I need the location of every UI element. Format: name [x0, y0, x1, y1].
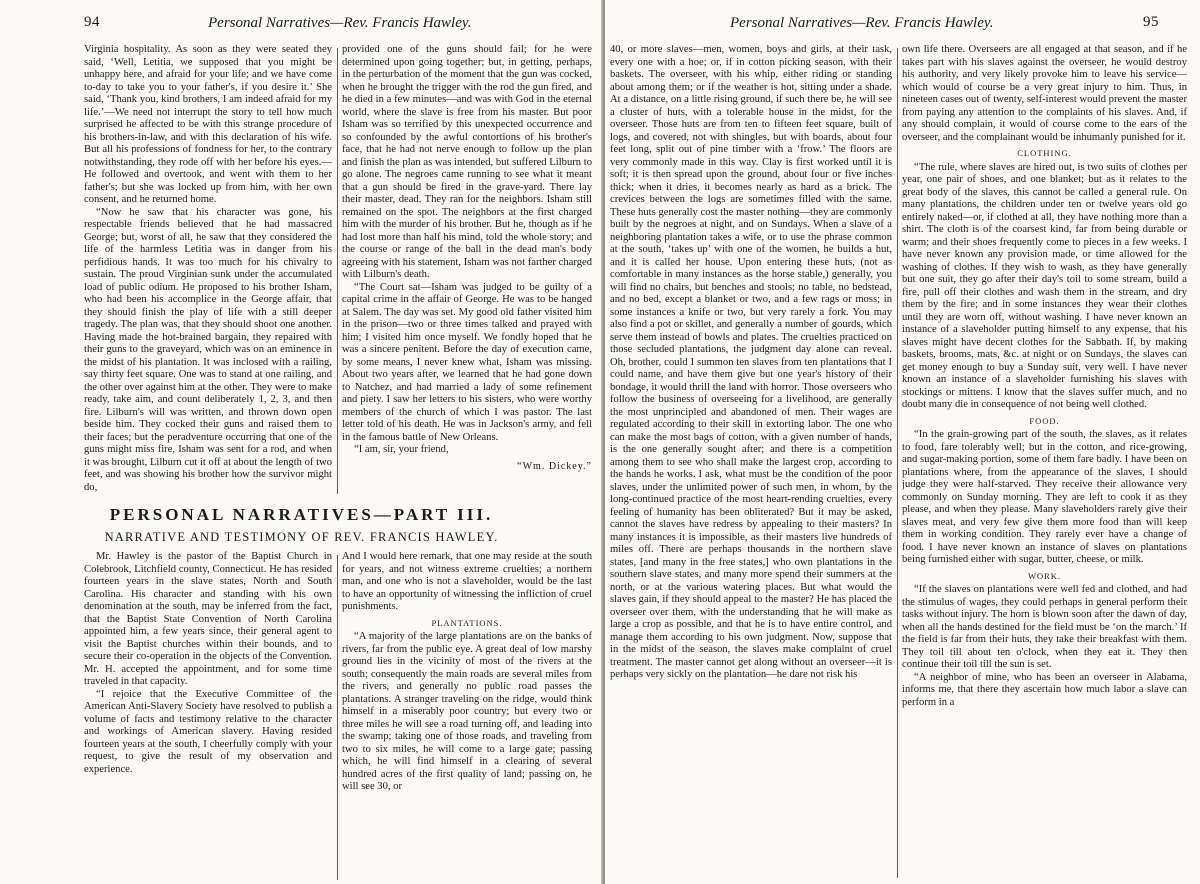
- paragraph: provided one of the guns should fail; for he were determined upon going together; but, in getting, perhaps, in the perturbation of the moment that the gun was cocked, when he brought the trigger with the rod the gun fired, and he died in a few minutes—and was with God in the eternal world, where the slave is free from his master. But poor Isham was so terrified by this unexpected occurrence and so confounded by the awful contortions of his brother's face, that he had not nerve enough to follow up the plan and finish the plan as was intended, but suffered Lilburn to go alone. The negroes came running to see what it meant that a gun should be fired in the grave-yard. There lay their master, dead. They ran for the neighbors. Isham still remained on the spot. The neighbors at the first charged him with the murder of his brother. But he, though as if he had lost more than half his mind, told the whole story; and the course or range of the ball in the dead man's body agreeing with his statement, Isham was not farther charged with Lilburn's death.: [342, 44, 592, 280]
- paragraph: And I would here remark, that one may reside at the south for years, and not witness extreme cruelties; a northern man, and one who is not a slaveholder, would be the last to have an opportunity of witnessing the infliction of cruel punishments.: [342, 551, 592, 612]
- left-running-title: Personal Narratives—Rev. Francis Hawley.: [208, 15, 472, 31]
- paragraph: own life there. Overseers are all engaged at that season, and if he takes part with his slaves against the overseer, he would destroy his authority, and very likely provoke him to leave his service—which would of course be a very great injury to him. Thus, in nineteen cases out of twenty, self-interest would prevent the master from paying any attention to the complaints of his slaves. And, if any should complain, it would of course come to the ears of the overseer, and the complainant would be inhumanly punished for it.: [902, 44, 1187, 143]
- right-page: [605, 0, 1200, 884]
- plantations-heading: PLANTATIONS.: [431, 617, 503, 628]
- work-heading: WORK.: [1027, 570, 1062, 581]
- column-rule: [897, 48, 898, 878]
- left-running-head: [0, 14, 603, 40]
- food-heading: FOOD.: [1029, 415, 1060, 426]
- part-title: PERSONAL NARRATIVES—PART III.: [109, 505, 494, 524]
- paragraph: “If the slaves on plantations were well fed and clothed, and had the stimulus of wages, they could perhaps in general perform their tasks without injury. The horn is blown soon after the dawn of day, when all the hands destined for the field must be ‘on the march.’ If the field is far from their huts, they take their breakfast with them. They toil till about ten o'clock, when they eat it. They then continue their toil till the sun is set.: [902, 584, 1187, 670]
- left-page-number: 94: [84, 14, 100, 30]
- paragraph: “A majority of the large plantations are on the banks of rivers, far from the public eye. A great deal of low marshy ground lies in the vicinity of most of the rivers at the south; consequently the main roads are several miles from the rivers, and generally no public road passes the plantations. A stranger traveling on the ridge, would think himself in a miserably poor country; but every two or three miles he will see a road turning off, and leading into the swamp; taking one of those roads, and traveling from two to six miles, he will come to a large gate; passing which, he will find himself in a clearing of several hundred acres of the first quality of land; passing on, he will see 30, or: [342, 631, 592, 792]
- part-subtitle: NARRATIVE AND TESTIMONY OF REV. FRANCIS HAWLEY.: [104, 530, 499, 544]
- left-column-3: [84, 551, 332, 881]
- right-running-head: [605, 14, 1200, 40]
- paragraph: Mr. Hawley is the pastor of the Baptist Church in Colebrook, Litchfield county, Connecticut. He has resided fourteen years in the slave states, North and South Carolina. His character and standing with his own denomination at the south, may be inferred from the fact, that the Baptist State Convention of North Carolina appointed him, a few years since, their general agent to visit the Baptist churches within their bounds, and to secure their co-operation in the objects of the Convention. Mr. H. accepted the appointment, and for some time traveled in that capacity.: [84, 551, 332, 687]
- left-column-2: [342, 44, 592, 496]
- left-column-4: [342, 551, 592, 881]
- left-column-1: [84, 44, 332, 496]
- paragraph: “In the grain-growing part of the south, the slaves, as it relates to food, fare tolerably well; but in the cotton, and rice-growing, and sugar-making portion, some of them fare badly. I have been on plantations where, from the appearance of the slaves, I should judge they were half-starved. They receive their allowance very commonly on Sunday morning. They are left to cook it as they please, and when they please. Many slaveholders rarely give their slaves meat, and very few give them more food than will keep them in working condition. They rarely ever have a change of food. I have never known an instance of slaves on plantations being furnished either with sugar, butter, cheese, or milk.: [902, 429, 1187, 565]
- signature: “Wm. Dickey.”: [517, 460, 592, 472]
- paragraph: “Now he saw that his character was gone, his respectable friends believed that he had massacred George; but, worst of all, he saw that they considered the life of the harmless Letitia was in danger from his perfidious hands. It was too much for his chivalry to sustain. The proud Virginian sunk under the accumulated load of public odium. He proposed to his brother Isham, who had been his accomplice in the George affair, that they should finish the play of life with a still deeper tragedy. The plan was, that they should shoot one another. Having made the hot-brained bargain, they repaired with their guns to the graveyard, which was on an eminence in the midst of his plantation. It was inclosed with a railing, say thirty feet square. One was to stand at one railing, and the other over against him at the other. They were to make ready, take aim, and count deliberately 1, 2, 3, and then fire. Lilburn's will was written, and thrown down open beside him. They cocked their guns and raised them to their faces; but the peradventure occurring that one of the guns might miss fire, Isham was sent for a rod, and when it was brought, Lilburn cut it off at about the length of two feet, and was showing his brother how the survivor might do,: [84, 206, 332, 493]
- paragraph: “The rule, where slaves are hired out, is two suits of clothes per year, one pair of shoes, and one blanket; but as it relates to the great body of the slaves, this cannot be called a general rule. On many plantations, the children under ten or twelve years old go entirely naked—or, if clothed at all, they have nothing more than a shirt. The cloth is of the coarsest kind, far from being durable or warm; and their shoes frequently come to pieces in a few weeks. I have never known any provision made, or time allowed for the washing of clothes. If they wish to wash, as they have generally but one suit, they go after their day's toil to some stream, build a fire, pull off their clothes and wash them in the stream, and dry them by the fire; and in some instances they wear their clothes until they are worn off, without washing. I have never known an instance of a slaveholder putting himself to any expense, that his slaves might have decent clothes for the Sabbath. If, by making baskets, brooms, mats, &c. at night or on Sundays, the slaves can get money enough to buy a Sunday suit, very well. I have never known an instance of a slaveholder furnishing his slaves with stockings or mittens. I know that the slaves suffer much, and no doubt many die in consequence of not being well clothed.: [902, 161, 1187, 410]
- paragraph: “The Court sat—Isham was judged to be guilty of a capital crime in the affair of George. He was to be hanged at Salem. The day was set. My good old father visited him in the prison—two or three times talked and prayed with him; I visited him once myself. We fondly hoped that he was a sincere penitent. Before the day of execution came, by some means, I never knew what, Isham was missing. About two years after, we learned that he had gone down to Natchez, and had married a lady of some refinement and piety. I saw her letters to his sisters, who were worthy members of the church of which I was pastor. The last letter told of his death. He was in Jackson's army, and fell in the famous battle of New Orleans.: [342, 281, 592, 443]
- paragraph: “I am, sir, your friend,: [354, 444, 449, 455]
- right-column-1: [610, 44, 892, 880]
- paragraph: Virginia hospitality. As soon as they were seated they said, ‘Well, Letitia, we supposed that you might be unhappy here, and afraid for your life; and we have come to-day to take you to your father's, if you desire it.’ She said, ‘Thank you, kind brothers, I am indeed afraid for my life.’—We need not interrupt the story to tell how much surprised he affected to be with this strange procedure of his brothers-in-law, and with this declaration of his wife. But all his professions of fondness for her, to the contrary notwithstanding, they rode off with her before his eyes.—He followed and overtook, and went with them to her father's; but she was locked up from him, with her own consent, and he returned home.: [84, 44, 332, 205]
- right-column-2: [902, 44, 1187, 880]
- paragraph: “A neighbor of mine, who has been an overseer in Alabama, informs me, that there they ascertain how much labor a slave can perform in a: [902, 671, 1187, 708]
- clothing-heading: CLOTHING.: [1017, 148, 1072, 158]
- column-rule: [337, 555, 338, 880]
- right-page-number: 95: [1143, 14, 1159, 30]
- paragraph: “I rejoice that the Executive Committee of the American Anti-Slavery Society have resolved to publish a volume of facts and testimony relative to the character and workings of American slavery. Having resided fourteen years at the south, I cheerfully comply with your request, to give the result of my observation and experience.: [84, 688, 332, 775]
- column-rule: [337, 48, 338, 494]
- right-running-title: Personal Narratives—Rev. Francis Hawley.: [730, 15, 994, 31]
- paragraph: 40, or more slaves—men, women, boys and girls, at their task, every one with a hoe; or, if in cotton picking season, with their baskets. The overseer, with his whip, either riding or standing about among them; or if the weather is hot, sitting under a shade. At a distance, on a little rising ground, if such there be, he will see a cluster of huts, with a tolerable house in the midst, for the overseer. Those huts are from ten to fifteen feet square, built of logs, and covered, not with shingles, but with boards, about four feet long, split out of pine timber with a ‘frow.’ The floors are very commonly made in this way. Clay is first worked until it is soft; it is then spread upon the ground, about four or five inches thick; when it dries, it becomes nearly as hard as a brick. The crevices between the logs are sometimes filled with the same. These huts generally cost the master nothing—they are commonly built by the negroes at night, and on Sundays. When a slave of a neighboring plantation takes a wife, or to use the phrase common at the south, ‘takes up’ with one of the women, he builds a hut, and it is called her house. Upon entering these huts, (not as comfortable in many instances as the horse stable,) generally, you will find no chairs, but benches and stools; no table, no bedstead, and no bed, except a blanket or two, and a few rags or moss; in some instances a knife or two, but very rarely a fork. You may also find a pot or skillet, and generally a number of gourds, which serve them instead of bowls and plates. The cruelties practiced on those secluded plantations, the judgment day alone can reveal. Oh, brother, could I summon ten slaves from ten plantations that I could name, and have them give but one year's history of their bondage, it would thrill the land with horror. Those overseers who follow the business of overseeing for a livelihood, are generally the most unprincipled and abandoned of men. Their wages are regulated according to their skill in extorting labor. The one who can make the most bags of cotton, with a given number of hands, is the one generally sought after; and there is a competition among them to see who shall make the largest crop, according to the hands he works. I ask, what must be the condition of the poor slaves, under the unlimited power of such men, in whom, by the long-continued practice of the most heart-rending cruelties, every feeling of humanity has been obliterated? But it may be asked, cannot the slaves have redress by appealing to their masters? In many instances it is impossible, as their masters live hundreds of miles off. There are perhaps thousands in the northern slave states, [and many in the free states,] who own plantations in the southern slave states, and many more spend their summers at the north, or at the various watering places. But what would the slaves gain, if they should appeal to the master? He has placed the overseer over them, with the understanding that he will make as large a crop as possible, and that he is to have entire control, and manage them according to his own judgment. Now, suppose that in the midst of the season, the slaves make complaint of cruel treatment. The master cannot get along without an overseer—it is perhaps very sickly on the plantation—he dare not risk his: [610, 44, 892, 680]
